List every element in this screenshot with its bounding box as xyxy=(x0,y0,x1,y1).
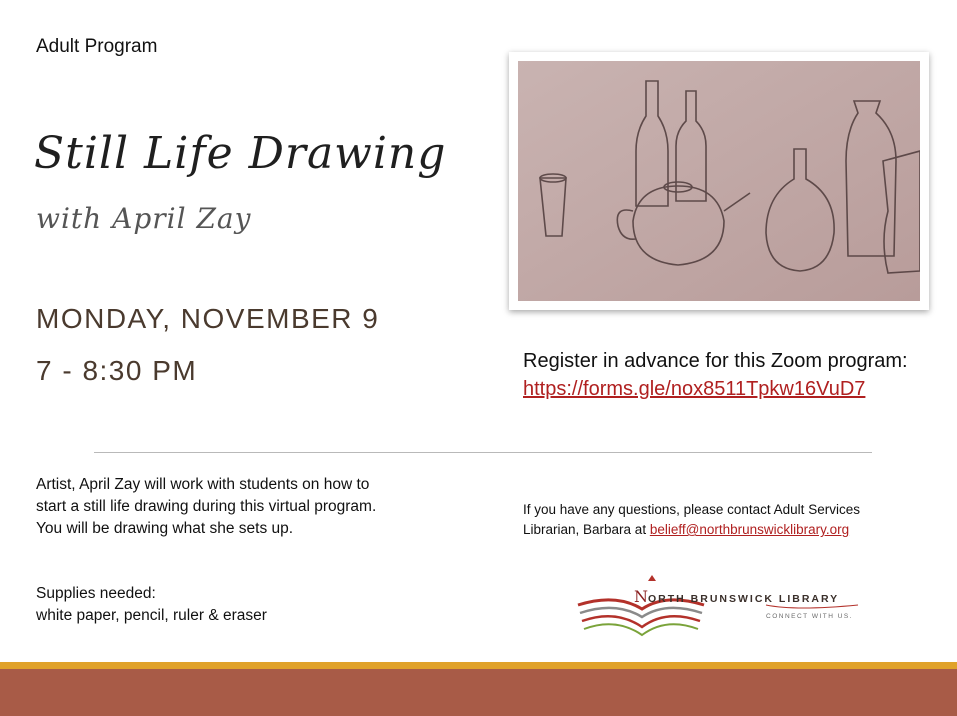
registration-link[interactable]: https://forms.gle/nox8511Tpkw16VuD7 xyxy=(523,378,866,400)
supplies-heading: Supplies needed: xyxy=(36,585,156,602)
event-title: Still Life Drawing xyxy=(34,128,447,179)
contact-email-link[interactable]: belieff@northbrunswicklibrary.org xyxy=(649,522,850,537)
library-logo xyxy=(576,575,866,643)
section-divider xyxy=(94,452,872,453)
program-label: Adult Program xyxy=(36,36,158,57)
open-book-icon xyxy=(576,575,866,643)
event-date: MONDAY, NOVEMBER 9 xyxy=(36,303,380,334)
supplies-list: white paper, pencil, ruler & eraser xyxy=(36,607,267,624)
register-prompt: Register in advance for this Zoom program: xyxy=(523,350,908,372)
description-line: Artist, April Zay will work with students on how to xyxy=(36,476,370,493)
event-time: 7 - 8:30 PM xyxy=(36,355,198,386)
program-description xyxy=(36,474,436,540)
contact-info xyxy=(523,500,923,540)
still-life-sketch-image xyxy=(518,61,920,301)
logo-name: ORTH BRUNSWICK LIBRARY xyxy=(648,593,840,605)
logo-initial: N xyxy=(634,587,648,606)
event-subtitle: with April Zay xyxy=(36,202,252,235)
description-line: You will be drawing what she sets up. xyxy=(36,520,294,537)
description-line: start a still life drawing during this virtual program. xyxy=(36,498,377,515)
contact-line: If you have any questions, please contact Adult Services xyxy=(523,502,860,517)
contact-line xyxy=(523,520,923,540)
logo-tagline: CONNECT WITH US. xyxy=(766,613,854,620)
footer-accent-bar xyxy=(0,662,957,669)
footer-bar xyxy=(0,669,957,716)
contact-prefix: Librarian, Barbara at xyxy=(523,522,650,537)
still-life-photo-frame xyxy=(509,52,929,310)
